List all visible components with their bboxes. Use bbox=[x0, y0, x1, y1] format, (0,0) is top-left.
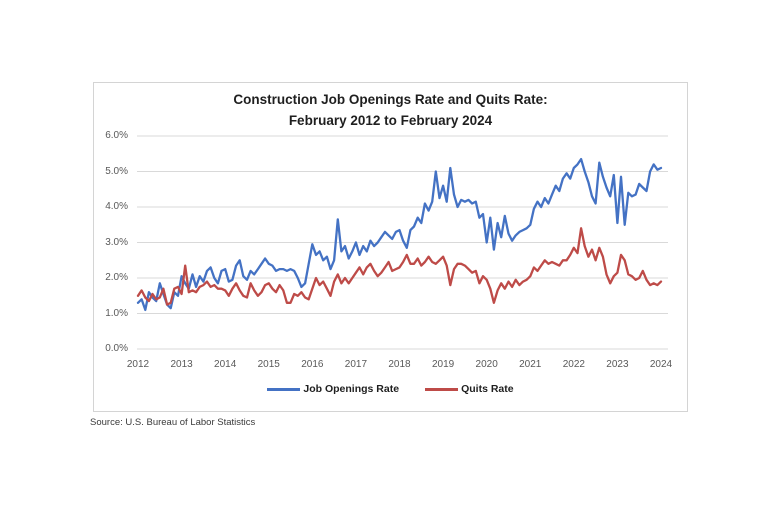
x-tick-label: 2017 bbox=[344, 359, 368, 370]
x-tick-label: 2024 bbox=[649, 359, 673, 370]
y-tick-label: 0.0% bbox=[105, 343, 128, 354]
x-tick-label: 2020 bbox=[475, 359, 498, 370]
job-openings-line-swatch bbox=[267, 388, 300, 391]
chart-legend bbox=[94, 383, 687, 395]
legend-item-job-openings bbox=[267, 383, 399, 395]
quits-line bbox=[138, 228, 661, 304]
y-tick-label: 5.0% bbox=[105, 165, 128, 177]
legend-label: Job Openings Rate bbox=[303, 383, 400, 395]
y-tick-label: 6.0% bbox=[105, 130, 128, 141]
y-tick-label: 2.0% bbox=[105, 272, 128, 283]
quits-line-swatch bbox=[425, 388, 458, 391]
x-tick-label: 2023 bbox=[606, 359, 629, 370]
source-note: Source: U.S. Bureau of Labor Statistics bbox=[90, 417, 256, 428]
x-tick-label: 2015 bbox=[257, 359, 280, 370]
x-tick-label: 2019 bbox=[431, 359, 455, 370]
x-tick-label: 2013 bbox=[170, 359, 193, 370]
legend-label: Quits Rate bbox=[461, 383, 514, 395]
x-tick-label: 2022 bbox=[562, 359, 585, 370]
x-tick-label: 2012 bbox=[126, 359, 150, 370]
y-tick-label: 4.0% bbox=[105, 201, 128, 212]
y-tick-label: 3.0% bbox=[105, 236, 128, 248]
x-tick-label: 2018 bbox=[388, 359, 411, 370]
x-tick-label: 2021 bbox=[519, 359, 542, 370]
chart-frame bbox=[93, 82, 688, 412]
x-tick-label: 2016 bbox=[301, 359, 324, 370]
chart-title-line-1: Construction Job Openings Rate and Quits Rate: bbox=[233, 92, 548, 107]
x-tick-label: 2014 bbox=[214, 359, 237, 370]
y-tick-label: 1.0% bbox=[105, 307, 128, 319]
chart-title-line-2: February 2012 to February 2024 bbox=[288, 112, 493, 128]
legend-item-quits bbox=[425, 383, 514, 395]
